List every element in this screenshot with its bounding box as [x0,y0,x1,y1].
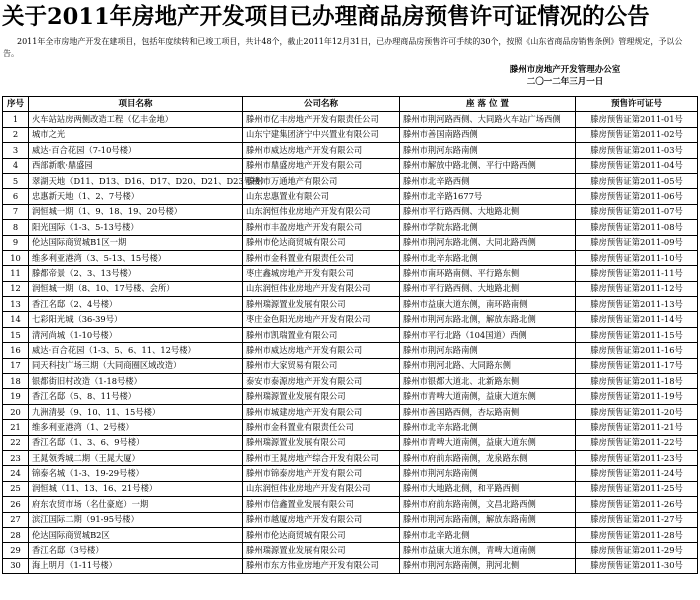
cell-company-name: 滕州市城建房地产开发有限公司 [243,404,400,419]
cell-location: 滕州市学院东路北侧 [400,220,576,235]
cell-row-no: 1 [3,112,29,127]
cell-row-no: 8 [3,220,29,235]
cell-location: 滕州市青啤大道南侧，益康大道东侧 [400,435,576,450]
cell-project-name: 海上明月（1-11号楼） [29,558,243,573]
cell-row-no: 25 [3,481,29,496]
cell-project-name: 同天科技广场三期（大同商圈区域改造） [29,358,243,373]
table-row [3,527,698,542]
cell-company-name: 滕州市丰盈房地产开发有限公司 [243,220,400,235]
cell-permit-no: 滕房预售证第2011-23号 [576,450,698,465]
cell-row-no: 16 [3,343,29,358]
cell-row-no: 3 [3,143,29,158]
table-row [3,404,698,419]
cell-project-name: 翠湖天地（D11、D13、D16、D17、D20、D21、D23号楼） [29,173,243,188]
cell-company-name: 山东宁建集团济宁中兴置业有限公司 [243,127,400,142]
table-row [3,389,698,404]
cell-project-name: 伦达国际商贸城B1区一期 [29,235,243,250]
cell-company-name: 滕州市万通地产有限公司 [243,173,400,188]
cell-company-name: 滕州市凯瑞置业有限公司 [243,327,400,342]
cell-location: 滕州市北辛路西侧 [400,173,576,188]
cell-project-name: 香江名邸（1、3、6、9号楼） [29,435,243,450]
cell-project-name: 王晁领秀城二期（王晁大厦） [29,450,243,465]
cell-row-no: 26 [3,497,29,512]
permit-table [2,96,698,574]
cell-row-no: 27 [3,512,29,527]
cell-project-name: 润恒城一期（8、10、17号楼、会所） [29,281,243,296]
table-row [3,374,698,389]
cell-location: 滕州市荆河东路南侧 [400,143,576,158]
cell-permit-no: 滕房预售证第2011-22号 [576,435,698,450]
cell-permit-no: 滕房预售证第2011-17号 [576,358,698,373]
cell-permit-no: 滕房预售证第2011-19号 [576,389,698,404]
table-row [3,327,698,342]
table-row [3,297,698,312]
cell-permit-no: 滕房预售证第2011-07号 [576,204,698,219]
cell-location: 滕州市荆河东路南侧 [400,343,576,358]
table-row [3,543,698,558]
cell-row-no: 6 [3,189,29,204]
cell-company-name: 滕州市亿丰房地产开发有限责任公司 [243,112,400,127]
cell-row-no: 18 [3,374,29,389]
table-row [3,158,698,173]
table-row [3,466,698,481]
cell-row-no: 21 [3,420,29,435]
cell-company-name: 泰安市泰源房地产开发有限公司 [243,374,400,389]
cell-permit-no: 滕房预售证第2011-24号 [576,466,698,481]
cell-location: 滕州市荆河东路南侧 [400,466,576,481]
cell-company-name: 滕州瑞源置业发展有限公司 [243,297,400,312]
table-row [3,127,698,142]
cell-company-name: 滕州市锦泰房地产开发有限公司 [243,466,400,481]
cell-project-name: 七彩阳光城（36-39号） [29,312,243,327]
cell-location: 滕州市府前东路南侧，文昌北路西侧 [400,497,576,512]
header-no: 序号 [3,97,29,112]
header-location: 座 落 位 置 [400,97,576,112]
cell-project-name: 银都街旧村改造（1-18号楼） [29,374,243,389]
cell-company-name: 山东忠惠置业有限公司 [243,189,400,204]
cell-permit-no: 滕房预售证第2011-21号 [576,420,698,435]
cell-project-name: 城市之光 [29,127,243,142]
table-row [3,189,698,204]
table-row [3,173,698,188]
cell-location: 滕州市善国路西侧，杏坛路南侧 [400,404,576,419]
table-row [3,266,698,281]
cell-company-name: 枣庄鑫城房地产开发有限公司 [243,266,400,281]
cell-project-name: 清河尚城（1-10号楼） [29,327,243,342]
cell-permit-no: 滕房预售证第2011-03号 [576,143,698,158]
cell-permit-no: 滕房预售证第2011-05号 [576,173,698,188]
cell-company-name: 滕州瑞源置业发展有限公司 [243,435,400,450]
cell-project-name: 火车站站房两侧改造工程（亿丰金地） [29,112,243,127]
cell-company-name: 滕州瑞源置业发展有限公司 [243,389,400,404]
table-row [3,112,698,127]
cell-row-no: 24 [3,466,29,481]
cell-location: 滕州市荆河东路北侧、大同北路西侧 [400,235,576,250]
cell-row-no: 28 [3,527,29,542]
cell-location: 滕州市善国南路西侧 [400,127,576,142]
cell-company-name: 枣庄金色阳光房地产开发有限公司 [243,312,400,327]
cell-row-no: 10 [3,250,29,265]
cell-location: 滕州市银都大道北、北新路东侧 [400,374,576,389]
cell-location: 滕州市益康大道东侧，南环路南侧 [400,297,576,312]
table-row [3,435,698,450]
cell-location: 滕州市解放中路北侧、平行中路西侧 [400,158,576,173]
cell-company-name: 滕州市东方伟业房地产开发有限公司 [243,558,400,573]
cell-row-no: 17 [3,358,29,373]
cell-project-name: 滨江国际二期（91-95号楼） [29,512,243,527]
table-row [3,220,698,235]
cell-location: 滕州市北辛东路北侧 [400,420,576,435]
cell-company-name: 滕州市伦达商贸城有限公司 [243,235,400,250]
cell-row-no: 7 [3,204,29,219]
cell-project-name: 润恒城一期（1、9、18、19、20号楼） [29,204,243,219]
table-row [3,143,698,158]
cell-project-name: 锦泰名城（1-3、19-29号楼） [29,466,243,481]
cell-company-name: 滕州市金科置业有限责任公司 [243,420,400,435]
intro-text: 2011年全市房地产开发在建项目，包括年度续转和已竣工项目，共计48个，截止2011年12月31日，已办理商品房预售许可手续的30个，按照《山东省商品房销售条例》管理规定，予以公告。 [3,37,683,58]
cell-project-name: 九洲清晏（9、10、11、15号楼） [29,404,243,419]
table-row [3,343,698,358]
cell-location: 滕州市平行路西侧、大地路北侧 [400,281,576,296]
cell-row-no: 4 [3,158,29,173]
cell-permit-no: 滕房预售证第2011-13号 [576,297,698,312]
cell-project-name: 润恒城（11、13、16、21号楼） [29,481,243,496]
cell-location: 滕州市南环路南侧、平行路东侧 [400,266,576,281]
cell-company-name: 滕州市威达房地产开发有限公司 [243,143,400,158]
header-permit-no: 预售许可证号 [576,97,698,112]
cell-project-name: 阳光国际（1-3、5-13号楼） [29,220,243,235]
cell-row-no: 12 [3,281,29,296]
table-row [3,312,698,327]
cell-permit-no: 滕房预售证第2011-10号 [576,250,698,265]
cell-row-no: 30 [3,558,29,573]
cell-permit-no: 滕房预售证第2011-01号 [576,112,698,127]
issuer-date: 二〇一二年三月一日 [526,77,604,87]
cell-permit-no: 滕房预售证第2011-08号 [576,220,698,235]
cell-permit-no: 滕房预售证第2011-04号 [576,158,698,173]
cell-company-name: 滕州市威达房地产开发有限公司 [243,343,400,358]
cell-location: 滕州市平行路西侧、大地路北侧 [400,204,576,219]
cell-location: 滕州市北辛路北侧 [400,527,576,542]
cell-project-name: 忠惠新天地（1、2、7号楼） [29,189,243,204]
cell-row-no: 13 [3,297,29,312]
cell-location: 滕州市平行北路（104国道）西侧 [400,327,576,342]
table-header-row [3,97,698,112]
cell-project-name: 香江名邸（3号楼） [29,543,243,558]
table-row [3,204,698,219]
cell-permit-no: 滕房预售证第2011-06号 [576,189,698,204]
table-row [3,450,698,465]
table-row [3,512,698,527]
cell-permit-no: 滕房预售证第2011-02号 [576,127,698,142]
cell-permit-no: 滕房预售证第2011-25号 [576,481,698,496]
cell-permit-no: 滕房预售证第2011-18号 [576,374,698,389]
cell-company-name: 滕州市金科置业有限责任公司 [243,250,400,265]
cell-permit-no: 滕房预售证第2011-30号 [576,558,698,573]
cell-location: 滕州市北辛东路北侧 [400,250,576,265]
cell-permit-no: 滕房预售证第2011-29号 [576,543,698,558]
cell-project-name: 香江名邸（2、4号楼） [29,297,243,312]
table-body [3,112,698,574]
intro-paragraph [3,36,697,60]
header-project-name: 项目名称 [29,97,243,112]
cell-location: 滕州市府前东路南侧，龙泉路东侧 [400,450,576,465]
cell-company-name: 滕州市王晁房地产综合开发有限公司 [243,450,400,465]
cell-row-no: 9 [3,235,29,250]
cell-project-name: 西部新歌·鼎盛园 [29,158,243,173]
table-row [3,558,698,573]
page-title: 关于2011年房地产开发项目已办理商品房预售许可证情况的公告 [2,4,650,30]
cell-permit-no: 滕房预售证第2011-14号 [576,312,698,327]
cell-location: 滕州市大地路北侧，和平路西侧 [400,481,576,496]
cell-company-name: 山东润恒伟业房地产开发有限公司 [243,481,400,496]
cell-permit-no: 滕房预售证第2011-26号 [576,497,698,512]
cell-company-name: 滕州市大家贸易有限公司 [243,358,400,373]
cell-permit-no: 滕房预售证第2011-20号 [576,404,698,419]
table-row [3,281,698,296]
cell-project-name: 府东农贸市场（名仕豪庭）一期 [29,497,243,512]
cell-row-no: 2 [3,127,29,142]
cell-permit-no: 滕房预售证第2011-15号 [576,327,698,342]
cell-row-no: 14 [3,312,29,327]
cell-project-name: 威达·百合花园（7-10号楼） [29,143,243,158]
cell-company-name: 滕州市伦达商贸城有限公司 [243,527,400,542]
cell-location: 滕州市荆河东路北侧，解放东路北侧 [400,312,576,327]
cell-row-no: 20 [3,404,29,419]
cell-row-no: 15 [3,327,29,342]
cell-company-name: 山东润恒伟业房地产开发有限公司 [243,204,400,219]
cell-project-name: 维多利亚港湾（3、5-13、15号楼） [29,250,243,265]
cell-row-no: 29 [3,543,29,558]
cell-row-no: 22 [3,435,29,450]
header-company-name: 公司名称 [243,97,400,112]
cell-project-name: 香江名邸（5、8、11号楼） [29,389,243,404]
cell-project-name: 威达·百合花园（1-3、5、6、11、12号楼） [29,343,243,358]
table-row [3,235,698,250]
cell-location: 滕州市荆河东路南侧，荆河北侧 [400,558,576,573]
cell-location: 滕州市青啤大道南侧，益康大道东侧 [400,389,576,404]
cell-row-no: 11 [3,266,29,281]
table-row [3,250,698,265]
cell-location: 滕州市荆河东路南侧，解放东路南侧 [400,512,576,527]
cell-row-no: 19 [3,389,29,404]
cell-company-name: 滕州瑞源置业发展有限公司 [243,543,400,558]
cell-location: 滕州市益康大道东侧，青啤大道南侧 [400,543,576,558]
issuer-block [470,64,660,88]
cell-project-name: 滕都帝景（2、3、13号楼） [29,266,243,281]
cell-permit-no: 滕房预售证第2011-09号 [576,235,698,250]
table-row [3,481,698,496]
cell-location: 滕州市北辛路1677号 [400,189,576,204]
cell-permit-no: 滕房预售证第2011-11号 [576,266,698,281]
cell-row-no: 23 [3,450,29,465]
cell-row-no: 5 [3,173,29,188]
cell-location: 滕州市荆河北路、大同路东侧 [400,358,576,373]
cell-permit-no: 滕房预售证第2011-27号 [576,512,698,527]
cell-permit-no: 滕房预售证第2011-28号 [576,527,698,542]
table-row [3,497,698,512]
cell-permit-no: 滕房预售证第2011-12号 [576,281,698,296]
cell-permit-no: 滕房预售证第2011-16号 [576,343,698,358]
cell-location: 滕州市荆河路西侧、大同路火车站广场西侧 [400,112,576,127]
cell-company-name: 滕州市鼎盛房地产开发有限公司 [243,158,400,173]
table-row [3,358,698,373]
table-row [3,420,698,435]
cell-company-name: 滕州市越厦房地产开发有限公司 [243,512,400,527]
cell-company-name: 山东润恒伟业房地产开发有限公司 [243,281,400,296]
cell-project-name: 维多利亚港湾（1、2号楼） [29,420,243,435]
cell-project-name: 伦达国际商贸城B2区 [29,527,243,542]
cell-company-name: 滕州市信鑫置业发展有限公司 [243,497,400,512]
issuer-org: 滕州市房地产开发管理办公室 [509,65,621,75]
